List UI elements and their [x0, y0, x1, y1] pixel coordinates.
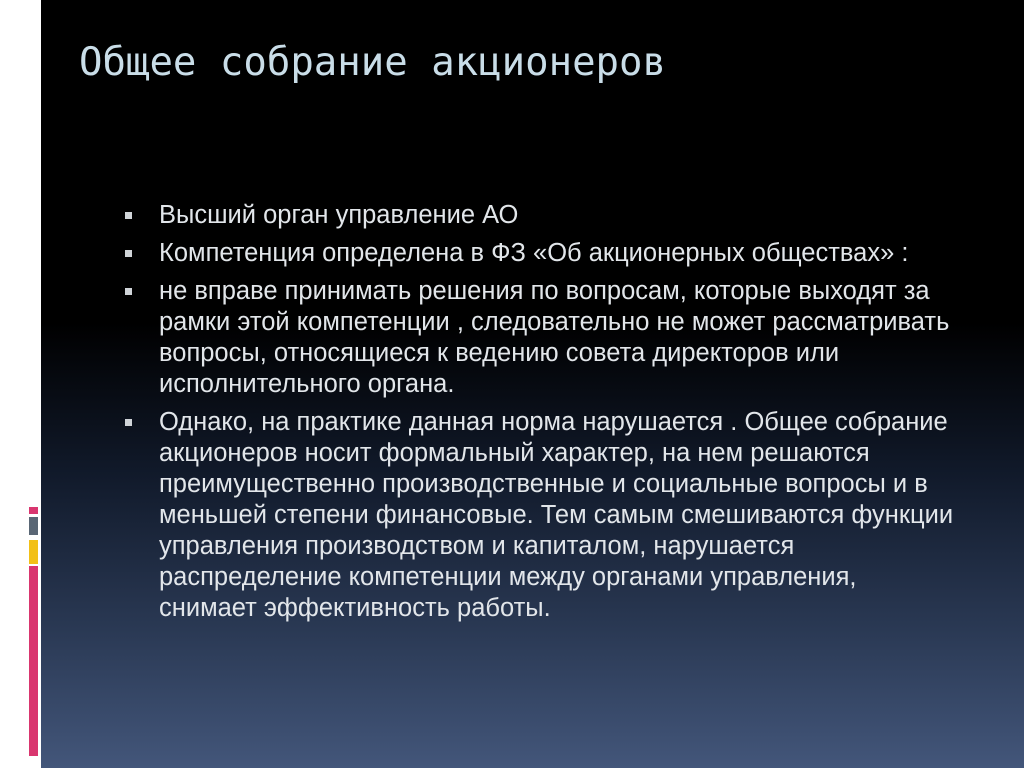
bullet-text: Однако, на практике данная норма нарушается . Общее собрание акционеров носит формальный характер, на нем решаются преимущественно производственные и социальные вопросы и в меньшей степени финансовые. Тем самым смешиваются функции управления производством и капиталом, нарушается распределение компетенции между органами управления, снимает эффективность работы. [159, 408, 954, 622]
bullet-item [125, 200, 955, 231]
square-bullet-icon [125, 288, 132, 295]
bullet-item [125, 238, 955, 269]
bullet-text: Высший орган управление АО [159, 201, 519, 229]
bullet-text: не вправе принимать решения по вопросам, которые выходят за рамки этой компетенции , следовательно не может рассматривать вопросы, относящиеся к ведению совета директоров или исполнительного органа. [159, 277, 950, 398]
square-bullet-icon [125, 419, 132, 426]
accent-bar-pink-top [29, 507, 38, 514]
accent-bar-pink-bottom [29, 566, 38, 756]
slide [41, 0, 1024, 768]
slide-title: Общее собрание акционеров [79, 40, 666, 85]
accent-bar-gray [29, 517, 38, 535]
bullet-text: Компетенция определена в ФЗ «Об акционерных обществах» : [159, 239, 909, 267]
accent-bar-yellow [29, 540, 38, 564]
bullet-item [125, 407, 955, 624]
bullet-item [125, 276, 955, 400]
square-bullet-icon [125, 212, 132, 219]
square-bullet-icon [125, 250, 132, 257]
left-margin-strip [0, 0, 41, 768]
bullet-list [125, 200, 955, 631]
